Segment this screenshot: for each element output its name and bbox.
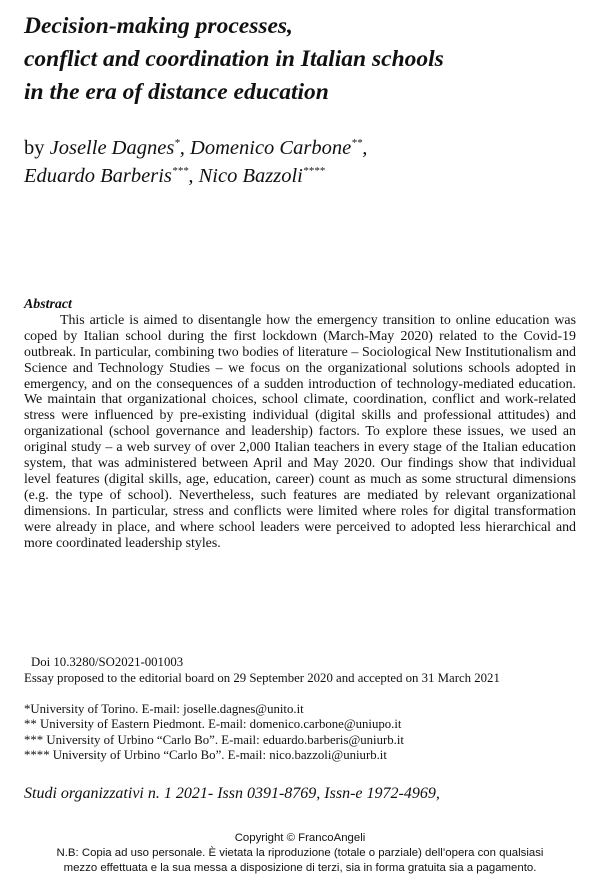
author-name-bazzoli: Nico Bazzoli — [198, 165, 303, 187]
usage-notice-line-2: mezzo effettuata e la sua messa a disposizione di terzi, sia in forma gratuita sia a pagamento. — [63, 862, 537, 874]
author-separator: , — [362, 137, 368, 159]
affiliation-carbone: ** University of Eastern Piedmont. E-mail: domenico.carbone@uniupo.it — [24, 717, 402, 732]
author-separator: , — [188, 165, 199, 187]
author-mark-bazzoli: **** — [302, 165, 325, 177]
author-line-1 — [24, 134, 584, 162]
abstract-heading: Abstract — [24, 297, 72, 312]
journal-citation: Studi organizzativi n. 1 2021- Issn 0391-8769, Issn-e 1972-4969, — [24, 785, 440, 802]
abstract-section — [24, 297, 576, 552]
editorial-note: Essay proposed to the editorial board on 29 September 2020 and accepted on 31 March 2021 — [24, 671, 500, 685]
abstract-body: This article is aimed to disentangle how the emergency transition to online education was coped by Italian school during the first lockdown (March-May 2020) related to the Covid-19 outbreak. In particular, combining two bodies of literature – Sociological New Institutionalism and Science and Technology Studies – we focus on the organizational solutions schools adopted in emergency, and on the consequences of a sudden introduction of technology-mediated education. We maintain that organizational choices, school climate, coordination, conflict and work-related stress were influenced by pre-existing individual (digital skills and professional attitudes) and organizational (school governance and leadership) factors. To explore these issues, we used an original study – a web survey of over 2,000 Italian teachers in every stage of the Italian education system, that was administered between April and May 2020. Our findings show that individual level features (digital skills, age, education, career) count as much as some structural dimensions (e.g. the type of school). Nevertheless, such features are mediated by relevant organizational dimensions. In particular, stress and conflicts were limited where roles for digital transformation were already in place, and where school leaders were perceived to adopted less hierarchical and more coordinated leadership styles. — [24, 312, 576, 551]
affiliation-barberis: *** University of Urbino “Carlo Bo”. E-mail: eduardo.barberis@uniurb.it — [24, 732, 404, 747]
author-separator: , — [179, 137, 191, 159]
affiliations-list — [24, 702, 404, 764]
copyright-line: Copyright © FrancoAngeli — [234, 832, 366, 844]
article-title — [24, 10, 584, 109]
title-line-2: conflict and coordination in Italian schools — [24, 46, 444, 72]
author-mark-carbone: ** — [351, 137, 363, 149]
usage-notice — [12, 846, 588, 876]
author-list — [24, 134, 584, 190]
affiliation-dagnes: *University of Torino. E-mail: joselle.dagnes@unito.it — [24, 702, 304, 716]
author-name-carbone: Domenico Carbone — [190, 137, 352, 159]
title-line-3: in the era of distance education — [24, 79, 329, 105]
author-name-barberis: Eduardo Barberis — [24, 165, 172, 187]
author-line-2 — [24, 162, 584, 190]
affiliation-bazzoli: **** University of Urbino “Carlo Bo”. E-mail: nico.bazzoli@uniurb.it — [24, 748, 387, 763]
usage-notice-line-1: N.B: Copia ad uso personale. È vietata la riproduzione (totale o parziale) dell’opera con qualsiasi — [56, 847, 544, 859]
author-name-dagnes: Joselle Dagnes — [49, 137, 175, 159]
doi-line: Doi 10.3280/SO2021-001003 — [31, 655, 184, 669]
author-mark-dagnes: * — [174, 137, 180, 149]
title-line-1: Decision-making processes, — [24, 13, 293, 39]
by-label: by — [24, 137, 50, 159]
author-mark-barberis: *** — [171, 165, 189, 177]
